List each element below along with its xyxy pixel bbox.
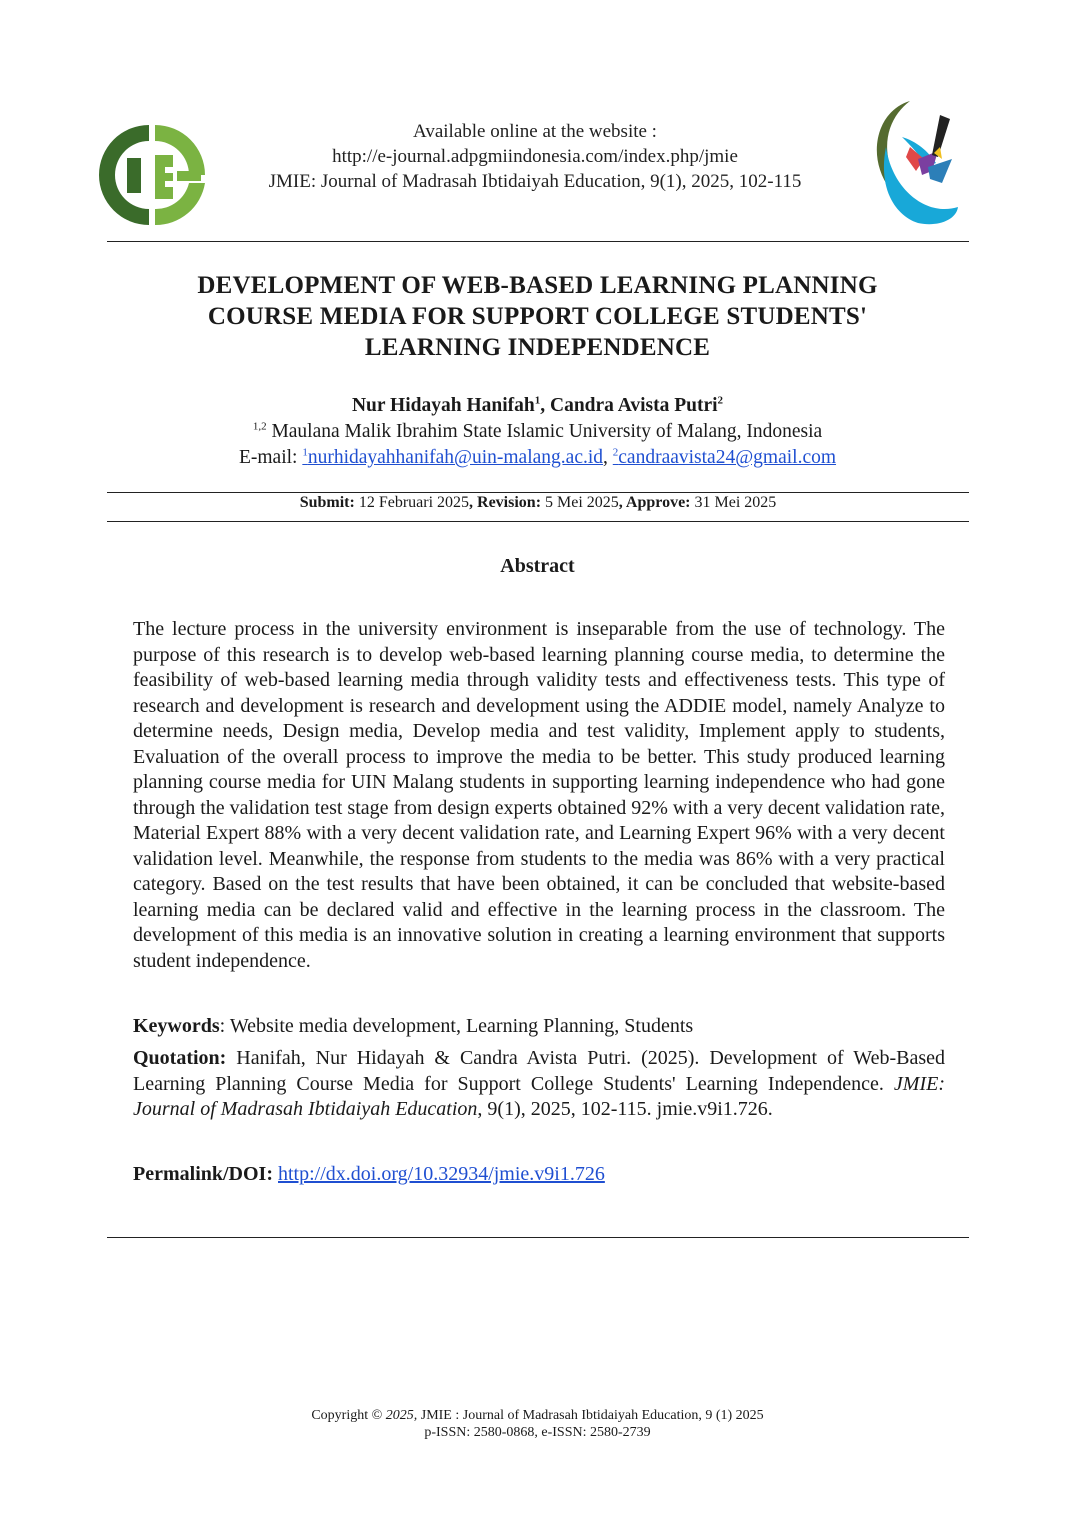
quotation-reference: , 9(1), 2025, 102-115. jmie.v9i1.726. [477, 1098, 773, 1120]
quotation-text: Hanifah, Nur Hidayah & Candra Avista Putri. (2025). Development of Web-Based Learning Planning Course Media for Support College Students' Learning Independence. [133, 1047, 945, 1095]
quotation-label: Quotation: [133, 1047, 227, 1069]
email-link-1[interactable]: $^1$nurhidayahhanifah@uin-malang.ac.id [302, 446, 604, 468]
copyright-year: 2025, [385, 1408, 418, 1423]
author-2-marker: 2 [717, 394, 724, 407]
keywords [133, 1014, 945, 1040]
title-line-2: COURSE MEDIA FOR SUPPORT COLLEGE STUDENTS' [207, 303, 868, 330]
affiliation-marker: 1,2 [252, 420, 267, 433]
author-1: Nur Hidayah Hanifah [351, 395, 535, 416]
email-line [120, 445, 955, 471]
affiliation [120, 419, 955, 445]
keywords-text: : Website media development, Learning Planning, Students [219, 1015, 694, 1037]
header-divider [107, 241, 969, 242]
revision-date: 5 Mei 2025 [541, 494, 619, 511]
dates-bottom-divider [107, 521, 969, 522]
submit-label: Submit: [299, 494, 355, 511]
copyright-journal: JMIE : Journal of Madrasah Ibtidaiyah Education, 9 (1) 2025 [417, 1408, 764, 1423]
author-1-marker: 1 [534, 394, 541, 407]
copyright-prefix: Copyright © [311, 1408, 386, 1423]
quotation-journal: JMIE: Journal of Madrasah Ibtidaiyah Education [133, 1072, 945, 1120]
header-url[interactable]: http://e-journal.adpgmiindonesia.com/index.php/jmie [332, 146, 738, 167]
revision-label: , Revision: [469, 494, 542, 511]
approve-label: , Approve: [618, 494, 691, 511]
university-emblem [866, 97, 962, 229]
abstract-bottom-divider [107, 1237, 969, 1238]
copyright-line [120, 1407, 955, 1424]
title-line-1: DEVELOPMENT OF WEB-BASED LEARNING PLANNING [197, 272, 878, 299]
abstract-text: The lecture process in the university environment is inseparable from the use of technology. The purpose of this research is to develop web-based learning planning course media, to determine the feasibility of web-based learning media through validity tests and effectiveness tests. This type of research and development is research and development using the ADDIE model, namely Analyze to determine needs, Design media, Develop media and test validity, Implement apply to students, Evaluation of the overall process to improve the media to be better. This study produced learning planning course media for UIN Malang students in supporting learning independence who had gone through the validation test stage from design experts obtained 92% with a very decent validation rate, Material Expert 88% with a very decent validation rate, and Learning Expert 96% with a very decent validation level. Meanwhile, the response from students to the media was 86% with a very practical category. Based on the test results that have been obtained, it can be concluded that website-based learning media can be declared valid and effective in the learning process in the classroom. The development of this media is an innovative solution in creating a learning environment that supports student independence. [133, 618, 945, 972]
header-journal-citation: JMIE: Journal of Madrasah Ibtidaiyah Education, 9(1), 2025, 102-115 [268, 171, 802, 192]
approve-date: 31 Mei 2025 [690, 494, 777, 511]
title-line-3: LEARNING INDEPENDENCE [364, 334, 711, 361]
dates-top-divider [107, 492, 969, 493]
doi-link[interactable]: http://dx.doi.org/10.32934/jmie.v9i1.726 [278, 1163, 605, 1185]
author-list [120, 393, 955, 419]
keywords-label: Keywords [133, 1015, 220, 1037]
quotation [133, 1046, 945, 1123]
email-separator: , [603, 447, 613, 468]
affiliation-text: Maulana Malik Ibrahim State Islamic University of Malang, Indonesia [266, 421, 823, 442]
submit-date: 12 Februari 2025 [354, 494, 470, 511]
issn-line: p-ISSN: 2580-0868, e-ISSN: 2580-2739 [424, 1425, 651, 1440]
author-separator: , [540, 395, 550, 416]
author-2: Candra Avista Putri [549, 395, 718, 416]
email-label: E-mail: [238, 447, 303, 468]
doi-line [133, 1162, 945, 1188]
submission-dates [107, 494, 969, 512]
abstract-heading: Abstract [500, 555, 575, 577]
paper-title [120, 270, 955, 363]
email-link-2[interactable]: $^2$candraavista24@gmail.com [612, 446, 837, 468]
doi-label: Permalink/DOI: [133, 1163, 273, 1185]
header-availability: Available online at the website : [413, 121, 657, 142]
page-footer [120, 1407, 955, 1441]
journal-logo [97, 123, 207, 229]
